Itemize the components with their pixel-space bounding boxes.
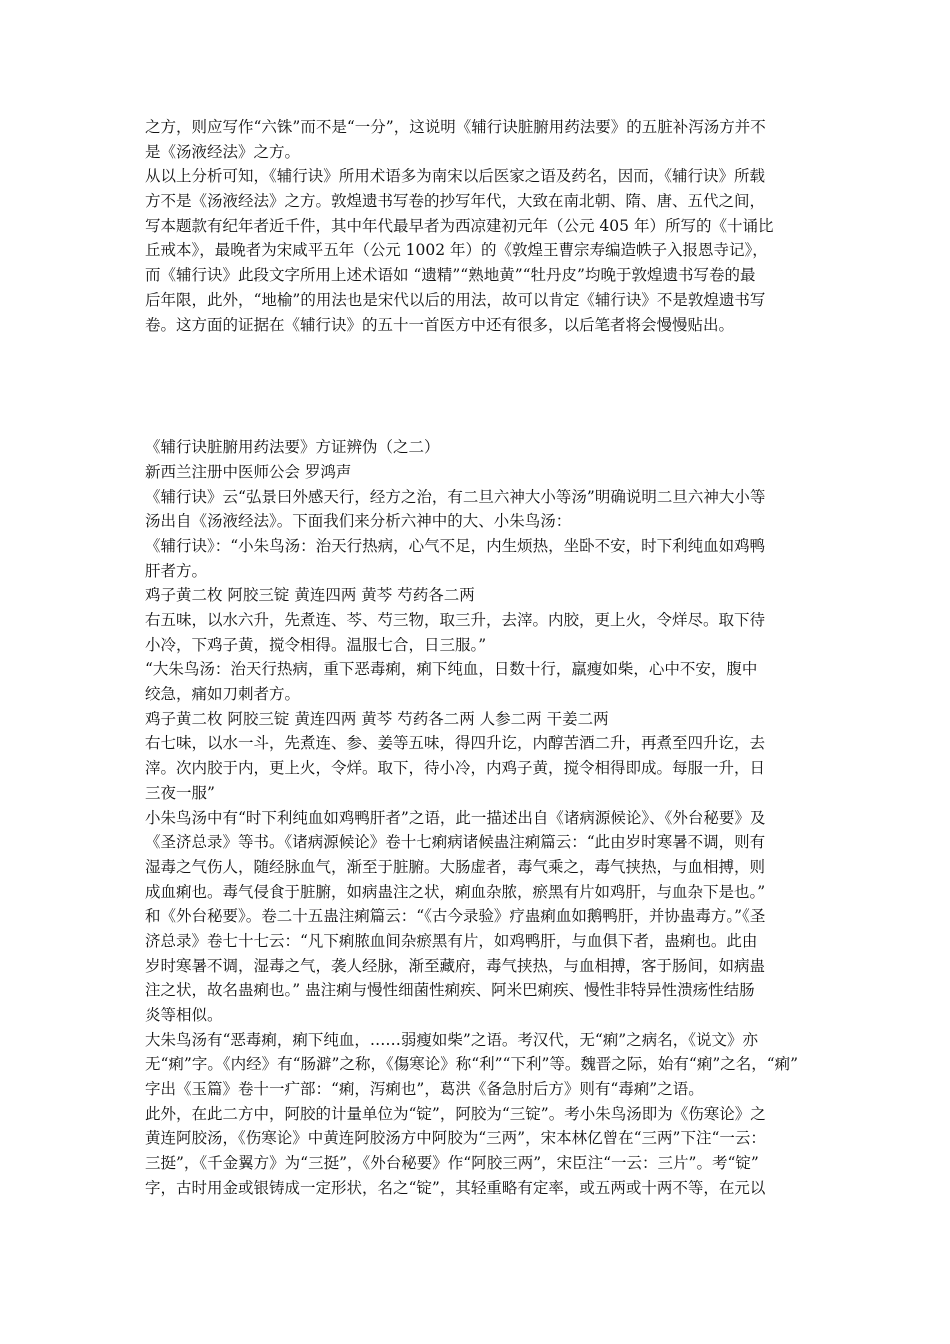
text-line: 炎等相似。 [145,1006,223,1024]
text-line: 丘戒本》，最晚者为宋咸平五年（公元 1002 年）的《敦煌王曹宗寿编造帙子入报恩寺记》， [145,241,768,260]
text-line: 《圣济总录》等书。《诸病源候论》卷十七痢病诸候蛊注痢篇云：“此由岁时寒暑不调，则有 [145,833,766,852]
section-gap [145,337,815,435]
text-line: 是《汤液经法》之方。 [145,142,301,161]
text-line: 济总录》卷七十七云：“凡下痢脓血间杂瘀黑有片，如鸡鸭肝，与血俱下者，蛊痢也。此由 [145,931,758,950]
document-page [145,115,815,1201]
text-line: 写本题款有纪年者近千件，其中年代最早者为西凉建初元年（公元 405 年）所写的《十诵比 [145,216,774,235]
text-line: 之方，则应写作“六铢”而不是“一分”，这说明《辅行诀脏腑用药法要》的五脏补泻汤方并不 [145,118,766,136]
text-line: 汤出自《汤液经法》。下面我们来分析六神中的大、小朱鸟汤： [145,512,572,531]
text-line: 三夜一服” [145,783,215,802]
section-1 [145,115,815,337]
text-line: 鸡子黄二枚 阿胶三锭 黄连四两 黄芩 芍药各二两 [145,586,475,605]
text-line: 大朱鸟汤有“恶毒痢，痢下纯血，……弱瘦如柴”之语。考汉代，无“痢”之病名，《说文》亦 [145,1030,758,1049]
text-line: 小朱鸟汤中有“时下利纯血如鸡鸭肝者”之语，此一描述出自《诸病源候论》、《外台秘要》及 [145,808,766,827]
text-line: 岁时寒暑不调，湿毒之气，袭人经脉，渐至藏府，毒气挟热，与血相搏，客于肠间，如病蛊 [145,956,766,975]
text-line: 从以上分析可知，《辅行诀》所用术语多为南宋以后医家之语及药名，因而，《辅行诀》所载 [145,167,766,186]
text-line: 注之状，故名蛊痢也。” 蛊注痢与慢性细菌性痢疾、阿米巴痢疾、慢性非特异性溃疡性结肠 [145,981,755,1000]
text-line: 卷。这方面的证据在《辅行诀》的五十一首医方中还有很多，以后笔者将会慢慢贴出。 [145,315,735,334]
text-line: 小冷，下鸡子黄，搅令相得。温服七合，日三服。” [145,635,487,654]
text-line: 鸡子黄二枚 阿胶三锭 黄连四两 黄芩 芍药各二两 人参二两 干姜二两 [145,709,609,728]
text-line: 字，古时用金或银铸成一定形状，名之“锭”，其轻重略有定率，或五两或十两不等，在元以 [145,1178,766,1197]
text-line: 字出《玉篇》卷十一疒部：“痢，泻痢也”，葛洪《备急肘后方》则有“毒痢”之语。 [145,1080,704,1099]
text-line: 右七味，以水一斗，先煮连、参、姜等五味，得四升讫，内醇苦酒二升，再煮至四升讫，去 [145,734,766,753]
section-2 [145,435,815,1200]
text-line: 湿毒之气伤人，随经脉血气，渐至于脏腑。大肠虚者，毒气乘之，毒气挟热，与血相搏，则 [145,857,766,876]
text-line: 《辅行诀》云“弘景曰外感天行，经方之治，有二旦六神大小等汤”明确说明二旦六神大小等 [145,487,766,506]
text-line: 三挺”，《千金翼方》为“三挺”，《外台秘要》作“阿胶三两”，宋臣注“一云：三片”。考“锭” [145,1154,759,1173]
text-line: 绞急，痛如刀刺者方。 [145,685,301,704]
text-line: 肝者方。 [145,561,208,580]
text-line: 后年限，此外，“地榆”的用法也是宋代以后的用法，故可以肯定《辅行诀》不是敦煌遗书写 [145,290,766,309]
article-title: 《辅行诀脏腑用药法要》方证辨伪（之二） [145,438,440,457]
text-line: 无“痢”字。《内经》有“肠澼”之称，《傷寒论》称“利”“下利”等。魏晋之际，始有“痢”之名，“痢” [145,1055,799,1074]
text-line: 方不是《汤液经法》之方。敦煌遗书写卷的抄写年代，大致在南北朝、隋、唐、五代之间， [145,192,766,211]
text-line: 此外，在此二方中，阿胶的计量单位为“锭”，阿胶为“三锭”。考小朱鸟汤即为《伤寒论》之 [145,1104,766,1123]
text-line: 滓。次内胶于内，更上火，令烊。取下，待小冷，内鸡子黄，搅令相得即成。每服一升，日 [145,759,766,778]
text-line: 和《外台秘要》。卷二十五蛊注痢篇云：“《古今录验》疗蛊痢血如鹅鸭肝，并协蛊毒方。”《圣 [145,907,766,926]
text-line: 黄连阿胶汤，《伤寒论》中黄连阿胶汤方中阿胶为“三两”，宋本林亿曾在“三两”下注“一云： [145,1129,766,1148]
article-author: 新西兰注册中医师公会 罗鸿声 [145,462,352,481]
text-line: 成血痢也。毒气侵食于脏腑，如病蛊注之状，痢血杂脓，瘀黑有片如鸡肝，与血杂下是也。” [145,882,766,901]
text-line: 右五味，以水六升，先煮连、芩、芍三物，取三升，去滓。内胶，更上火，令烊尽。取下待 [145,611,766,629]
text-line: 而《辅行诀》此段文字所用上述术语如 “遗精”“熟地黄”“牡丹皮”均晚于敦煌遗书写卷的最 [145,266,756,285]
text-line: “大朱鸟汤：治天行热病，重下恶毒痢，痢下纯血，日数十行，羸瘦如柴，心中不安，腹中 [145,660,758,679]
text-line: 《辅行诀》：“小朱鸟汤：治天行热病，心气不足，内生烦热，坐卧不安，时下利纯血如鸡鸭 [145,536,766,555]
